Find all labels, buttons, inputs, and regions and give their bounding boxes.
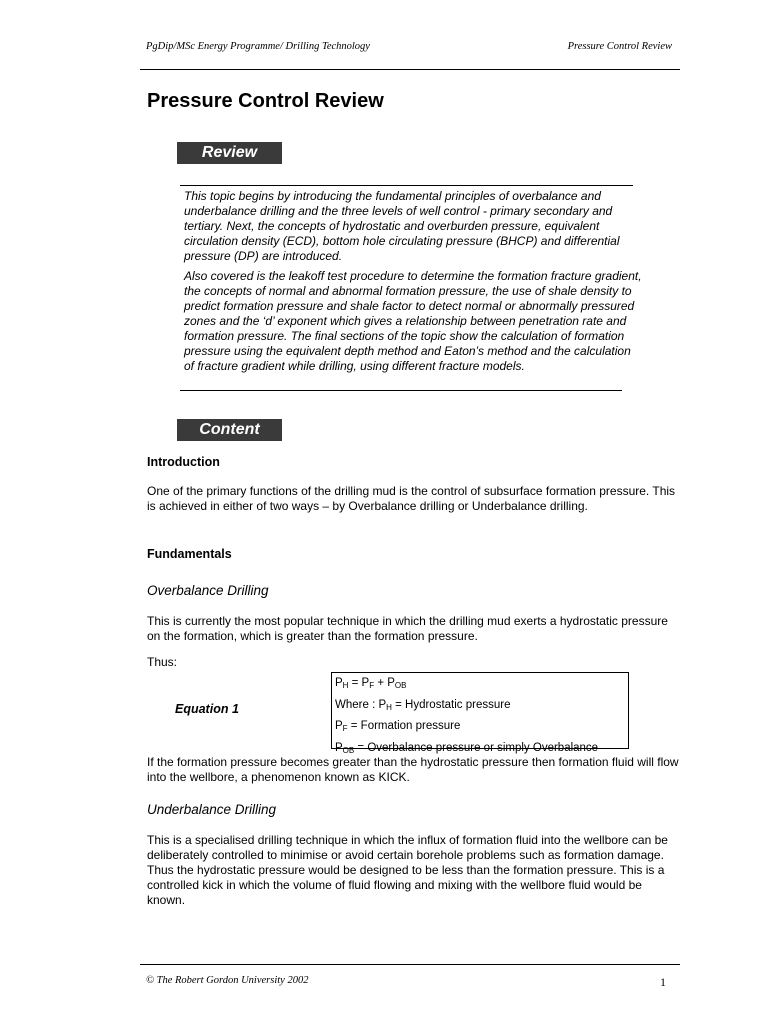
underbalance-heading: Underbalance Drilling (147, 802, 277, 817)
eq1-sub-h: H (342, 681, 349, 690)
eq2-pre: Where : P (335, 698, 387, 711)
fundamentals-heading: Fundamentals (147, 547, 232, 561)
content-label: Content (177, 419, 282, 441)
eq3-sub: F (342, 724, 348, 733)
eq1-p: P (335, 677, 343, 689)
eq3-pre: P (335, 720, 343, 732)
footer-copyright: © The Robert Gordon University 2002 (146, 975, 309, 986)
eq2-post: = Hydrostatic pressure (391, 698, 511, 711)
introduction-text: One of the primary functions of the drilling mud is the control of subsurface formation pressure. This is achieved in either of two ways – by Overbalance drilling or Underbalance drilling. (147, 484, 676, 513)
page-title: Pressure Control Review (147, 90, 384, 112)
review-bottom-rule (180, 390, 622, 391)
review-paragraph-2: Also covered is the leakoff test procedure to determine the formation fracture gradient, the concepts of normal and abnormal formation pressure, the use of shale density to predict formation pressure and shale factor to detect normal or abnormally pressured zones and the ‘d’ exponent which gives a relationship between penetration rate and formation pressure. The final sections of the topic show the calculation of formation pressure using the equivalent depth method and Eaton’s method and the calculation of fracture gradient while drilling, using different fracture models. (184, 269, 642, 373)
eq1-sub-ob: OB (394, 681, 407, 690)
thus-label: Thus: (147, 655, 178, 669)
underbalance-text: This is a specialised drilling technique in which the influx of formation fluid into the wellbore can be deliberately controlled to minimise or avoid certain borehole problems such as formation damage. Thus the hydrostatic pressure would be designed to be less than the formation pressure. This is a controlled kick in which the volume of fluid flowing and mixing with the wellbore fluid would be known. (147, 833, 668, 907)
eq1-plus: + P (374, 677, 395, 689)
eq4-pre: P (335, 741, 343, 754)
equation-line-2 (335, 696, 625, 718)
eq1-sub-f: F (369, 681, 375, 690)
equation-label: Equation 1 (175, 702, 239, 716)
eq4-sub: OB (342, 745, 355, 755)
review-top-rule (180, 185, 633, 186)
eq4-post: = Overbalance pressure or simply Overbalance (354, 741, 599, 754)
kick-text: If the formation pressure becomes greater than the hydrostatic pressure then formation fluid will flow into the wellbore, a phenomenon known as KICK. (147, 755, 679, 784)
equation-line-1 (335, 674, 625, 696)
equation-line-3 (335, 717, 625, 739)
overbalance-heading: Overbalance Drilling (147, 583, 269, 598)
footer-rule (140, 964, 680, 965)
review-label: Review (177, 142, 282, 164)
header-left: PgDip/MSc Energy Programme/ Drilling Technology (146, 41, 370, 52)
eq2-sub: H (386, 702, 392, 712)
eq1-equals: = P (348, 677, 370, 689)
overbalance-text: This is currently the most popular technique in which the drilling mud exerts a hydrostatic pressure on the formation, which is greater than the formation pressure. (147, 614, 668, 643)
review-summary (184, 189, 644, 374)
eq3-post: = Formation pressure (347, 720, 461, 732)
introduction-heading: Introduction (147, 455, 220, 469)
header-rule (140, 69, 680, 70)
review-paragraph-1: This topic begins by introducing the fundamental principles of overbalance and underbalance drilling and the three levels of well control - primary secondary and tertiary. Next, the concepts of hydrostatic and overburden pressure, equivalent circulation density (ECD), bottom hole circulating pressure (BHCP) and differential pressure (DP) are introduced. (184, 189, 620, 263)
page-number: 1 (660, 975, 666, 989)
equation-box (331, 672, 629, 755)
header-right: Pressure Control Review (567, 41, 672, 52)
